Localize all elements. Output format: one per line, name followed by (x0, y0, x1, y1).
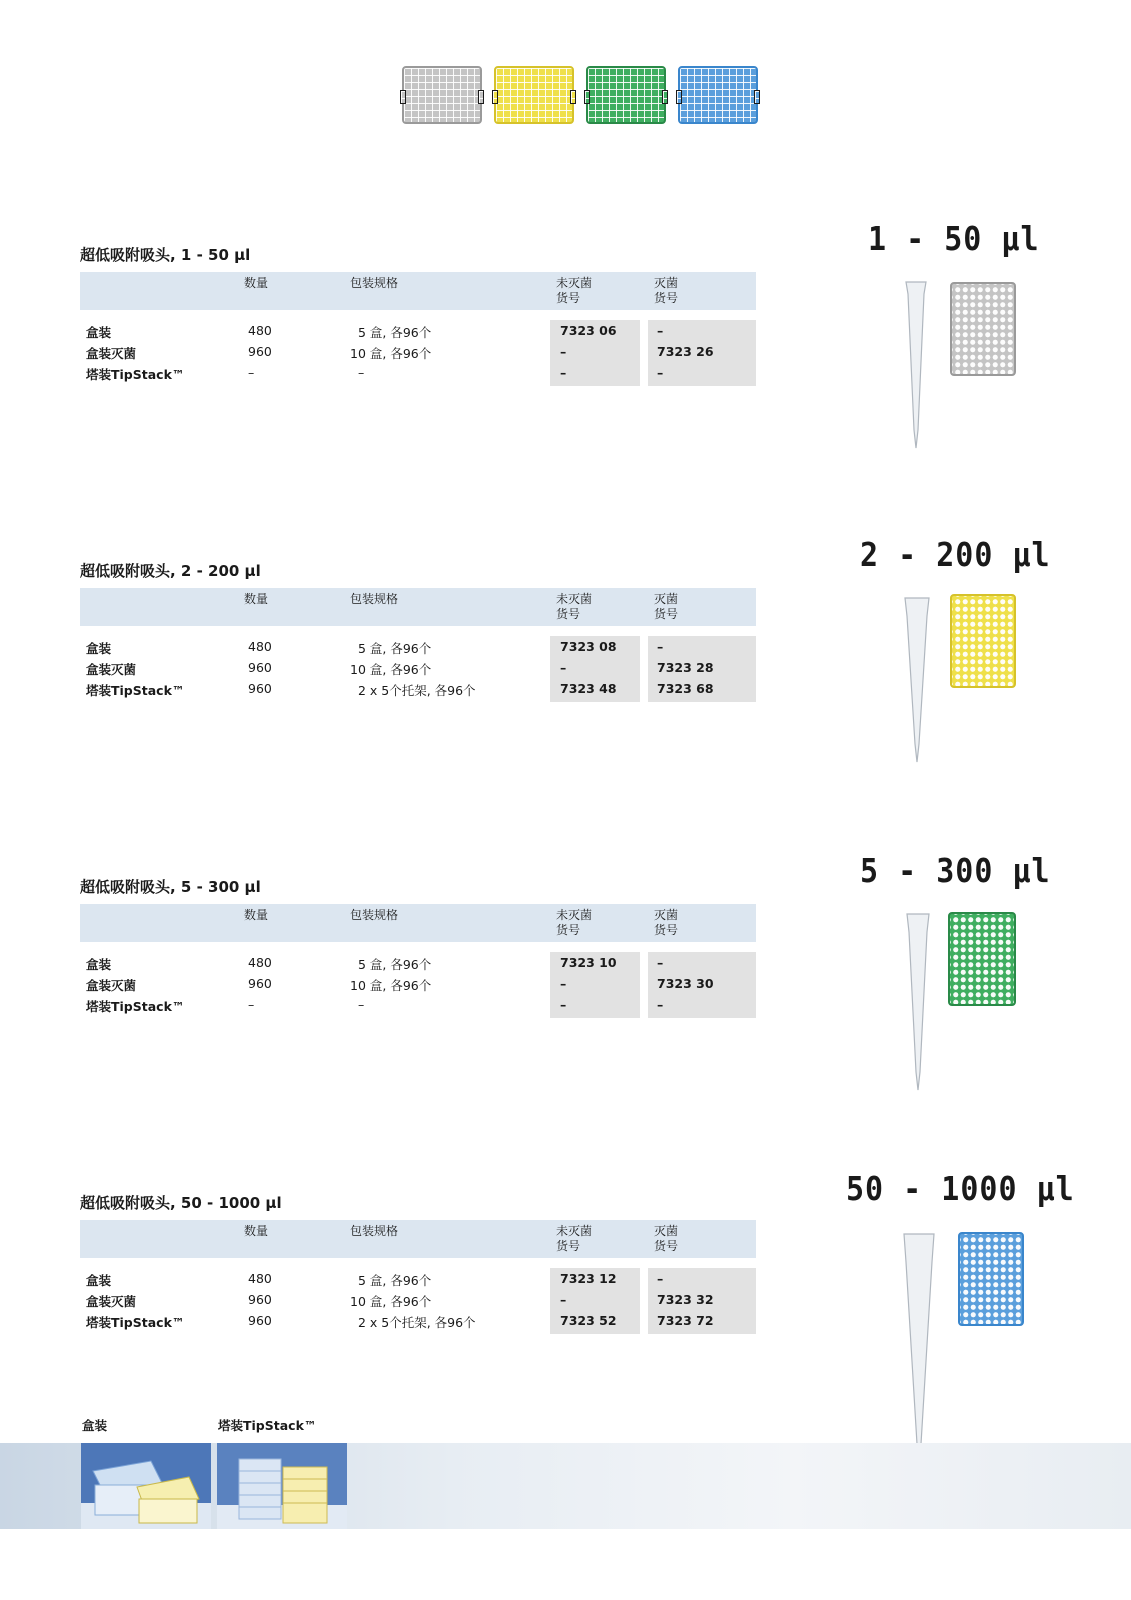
header-qty: 数量 (244, 908, 269, 922)
yellow-tip-rack (950, 594, 1016, 688)
table-body (80, 320, 756, 386)
header-pack: 包装规格 (350, 592, 399, 606)
table-header (80, 904, 756, 942)
table-header (80, 1220, 756, 1258)
header-pack: 包装规格 (350, 908, 399, 922)
table-row: 盒装 480 5 盒, 各96个 7323 12 – (86, 1271, 664, 1288)
box-photo-label: 盒装 (82, 1418, 108, 1433)
volume-label: 5 - 300 µl (860, 852, 1051, 891)
product-table (80, 272, 756, 386)
header-pack: 包装规格 (350, 1224, 399, 1238)
table-row: 塔装TipStack™ 960 2 x 5个托架, 各96个 7323 52 7323 72 (86, 1313, 714, 1330)
tipstack-packaging-photo (217, 1443, 347, 1529)
pipette-tip-illustration (904, 280, 928, 450)
product-table (80, 588, 756, 702)
blue-tip-rack (958, 1232, 1024, 1326)
header-nonsterile: 未灭菌 货号 (556, 592, 593, 621)
table-body (80, 952, 756, 1018)
header-nonsterile: 未灭菌 货号 (556, 276, 593, 305)
header-pack: 包装规格 (350, 276, 399, 290)
header-qty: 数量 (244, 276, 269, 290)
table-header (80, 272, 756, 310)
table-row: 盒装 480 5 盒, 各96个 7323 08 – (86, 639, 664, 656)
blue-rack-swatch (678, 66, 758, 124)
gray-tip-rack (950, 282, 1016, 376)
header-sterile: 灭菌 货号 (654, 276, 679, 305)
pipette-tip-illustration (903, 596, 931, 764)
volume-label: 1 - 50 µl (868, 220, 1040, 259)
table-body (80, 636, 756, 702)
section-title: 超低吸附吸头, 2 - 200 µl (80, 562, 261, 580)
volume-label: 50 - 1000 µl (846, 1170, 1075, 1209)
pipette-tip-illustration (905, 912, 931, 1092)
header-sterile: 灭菌 货号 (654, 592, 679, 621)
gray-rack-swatch (402, 66, 482, 124)
header-sterile: 灭菌 货号 (654, 1224, 679, 1253)
rack-color-swatches (402, 66, 758, 124)
product-table (80, 1220, 756, 1334)
section-title: 超低吸附吸头, 1 - 50 µl (80, 246, 251, 264)
tipstack-photo-label: 塔装TipStack™ (218, 1418, 317, 1433)
table-row: 盒装灭菌 960 10 盒, 各96个 – 7323 28 (86, 660, 714, 677)
table-row: 盒装灭菌 960 10 盒, 各96个 – 7323 26 (86, 344, 714, 361)
green-tip-rack (948, 912, 1016, 1006)
table-body (80, 1268, 756, 1334)
green-rack-swatch (586, 66, 666, 124)
yellow-rack-swatch (494, 66, 574, 124)
header-nonsterile: 未灭菌 货号 (556, 908, 593, 937)
box-packaging-photo (81, 1443, 211, 1529)
header-nonsterile: 未灭菌 货号 (556, 1224, 593, 1253)
header-qty: 数量 (244, 1224, 269, 1238)
table-row: 塔装TipStack™ – – – – (86, 365, 664, 382)
table-row: 塔装TipStack™ 960 2 x 5个托架, 各96个 7323 48 7323 68 (86, 681, 714, 698)
table-row: 盒装灭菌 960 10 盒, 各96个 – 7323 32 (86, 1292, 714, 1309)
header-sterile: 灭菌 货号 (654, 908, 679, 937)
header-qty: 数量 (244, 592, 269, 606)
section-title: 超低吸附吸头, 50 - 1000 µl (80, 1194, 282, 1212)
volume-label: 2 - 200 µl (860, 536, 1051, 575)
product-table (80, 904, 756, 1018)
table-row: 盒装 480 5 盒, 各96个 7323 06 – (86, 323, 664, 340)
table-row: 盒装灭菌 960 10 盒, 各96个 – 7323 30 (86, 976, 714, 993)
pipette-tip-illustration (902, 1232, 936, 1468)
table-header (80, 588, 756, 626)
table-row: 盒装 480 5 盒, 各96个 7323 10 – (86, 955, 664, 972)
table-row: 塔装TipStack™ – – – – (86, 997, 664, 1014)
section-title: 超低吸附吸头, 5 - 300 µl (80, 878, 261, 896)
